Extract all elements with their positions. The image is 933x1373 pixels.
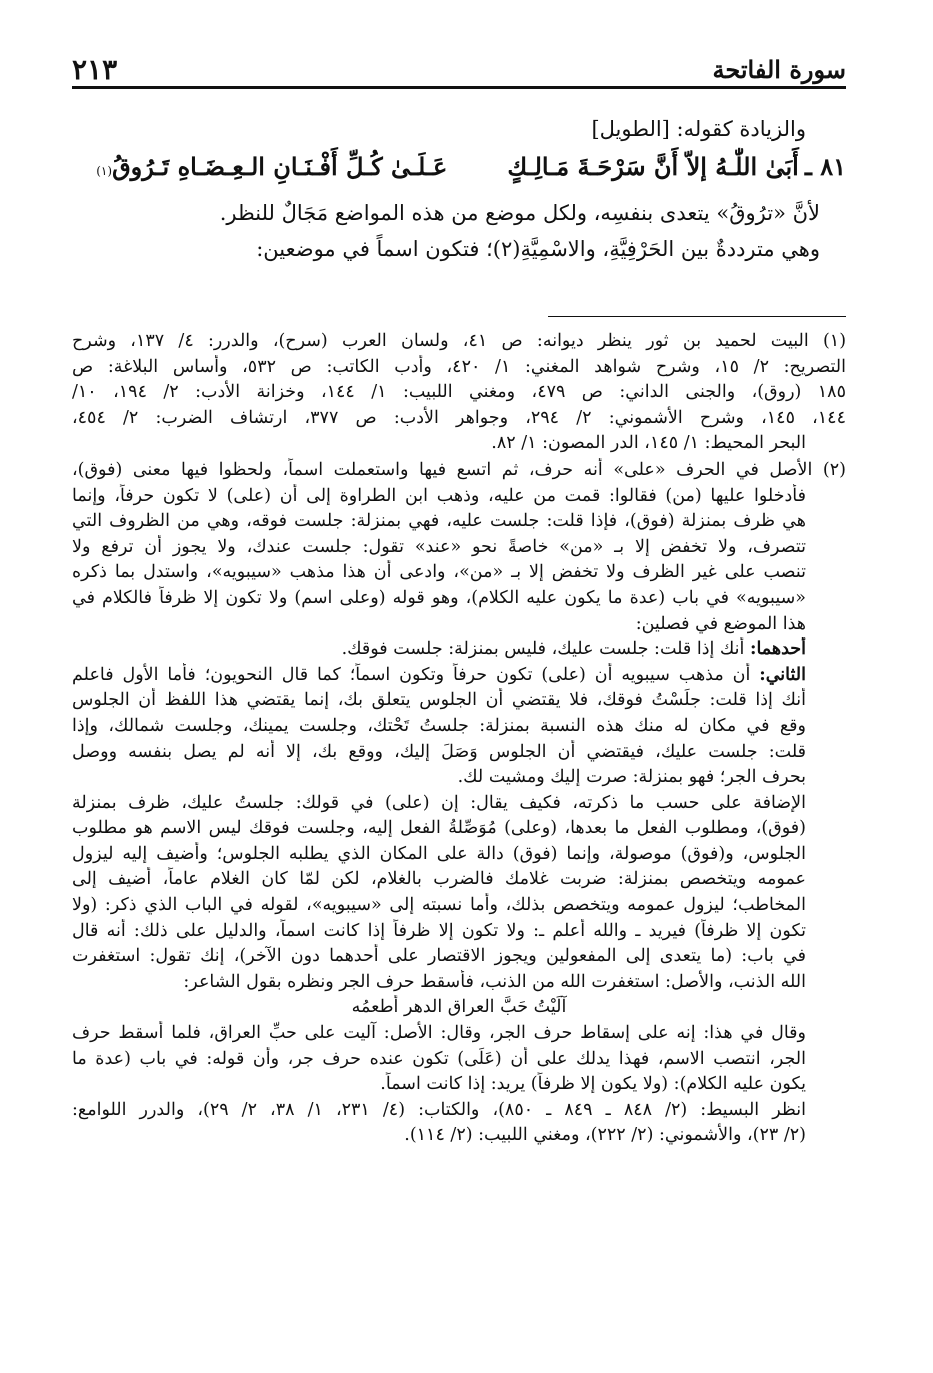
footnote-line: ١٨٥ (روق)، والجنى الداني: ص ٤٧٩، ومغني اللبيب: ١/ ١٤٤، وخزانة الأدب: ٢/ ١٩٤، ١٠/ [72,382,846,403]
footnote-line: تنصب على غير الظرف ولا تخفض إلا بـ «من»، وادعى أن هذا مذهب «سيبويه»، واستدل بما ذكره [72,562,806,583]
first-text: أنك إذا قلت: جلست عليك، فليس بمنزلة: جلست فوقك. [341,639,750,660]
footnote-line: الجلوس، و(فوق) موصولة، وإنما (فوق) دالة على المكان الذي يطلبه الجلوس؛ وأضيف إليه ليزول [72,843,806,864]
quoted-verse: آلَيْتُ حَبَّ العراق الدهر أطعمُه [351,997,567,1018]
footnote-line: (٢) الأصل في الحرف «على» أنه حرف، ثم اتسع فيها واستعملت اسماً، ولحظوا فيها معنى (فوق)، [72,459,846,480]
page-header [72,46,846,89]
footnote-line: (فوق)، ومطلوب الفعل ما بعدها، (وعلى) مُوَصِّلةُ الفعل إليه، وجلست فوقك ليس الاسم هو مطلوب [72,818,806,839]
footnote-line: التصريح: ٢/ ١٥، وشرح شواهد المغني: ١/ ٤٢٠، وأدب الكاتب: ص ٥٣٢، وأساس البلاغة: ص [72,356,846,377]
footnote-ref-1: (١) [96,164,113,178]
footnote-line: ١٤٤، ١٤٥، وشرح الأشموني: ٢/ ٢٩٤، وجواهر الأدب: ص ٣٧٧، ارتشاف الضرب: ٢/ ٤٥٤، [72,407,846,428]
second-label: الثاني: [759,664,806,685]
poetry-verse [80,152,846,181]
footnote-line: عمومه ويتخصص بمنزلة: ضربت غلامك فالضرب بالغلام، لكن لمّا كان الغلام عاماً، أضيف إلى [72,869,806,890]
footnote-line [72,663,846,689]
verse-hemistich-2: عَـلَـىٰ كُـلِّ أَفْـنَـانِ الـعِـضَـاهِ تَـرُوقُ [112,152,448,181]
footnote-2 [72,458,846,1149]
main-text [80,115,846,267]
verse-number: ٨١ ـ [804,152,846,181]
page-number: ٢١٣ [72,53,118,86]
footnote-line: هذا الموضع في فصلين: [635,613,806,634]
footnotes [72,329,846,1150]
footnote-reference-line: (٢/ ٢٣)، والأشموني: (٢/ ٢٢٢)، ومغني اللبيب: (٢/ ١١٤). [404,1125,806,1146]
first-label: أحدهما: [749,639,806,660]
footnote-line: فأدخلوا عليها (من) فقالوا: قمت من عليه، وذهب ابن الطراوة إلى أن (على) لا تكون حرفاً، وإنما [72,485,806,506]
footnote-line: الله الذنب، والأصل: استغفرت الله من الذنب، فأسقط حرف الجر ونظره بقول الشاعر: [183,971,806,992]
footnote-line: وقال في هذا: إنه على إسقاط حرف الجر، وقال: الأصل: آليت على حبِّ العراق، فلما أسقط حرف [72,1023,806,1044]
surah-title: سورة الفاتحة [712,55,846,84]
verse-hemistich-1: أَبَىٰ اللّٰـهُ إلاّ أَنَّ سَرْحَـةَ مَـالِـكٍ [507,152,799,181]
footnote-reference-line: انظر البسيط: (٢/ ٨٤٨ ـ ٨٤٩ ـ ٨٥٠)، والكتاب: (٤/ ٢٣١، ١/ ٣٨، ٢/ ٢٩)، والدرر اللوامع: [72,1099,806,1120]
main-paragraph-line: لأنَّ «ترُوقُ» يتعدى بنفسِه، ولكل موضع من هذه المواضع مَجَالٌ للنظر. [219,201,820,225]
footnote-1 [72,329,846,457]
footnote-line: يكون عليه الكلام): (ولا يكون إلا ظرفاً) يريد: إذا كانت اسماً. [380,1074,806,1095]
footnote-line: وقع في مكان له منك هذه النسبة بمنزلة: جلستُ تَحْتك، وجلست يمينك، وجلست شمالك، وإذا [72,715,806,736]
footnote-separator [548,316,846,317]
footnote-line: قلت: جلست عليك، فيقتضي أن الجلوس وَصَلَ إليك، ووقع بك، إلا أنه لم يصل بنفسه ووصل [72,741,806,762]
footnote-line: «سيبويه» في باب (عدة ما يكون عليه الكلام)، وهو قوله (وعلى اسم) ولا تكون إلا ظرفاً فالكلام في [72,587,806,608]
footnote-line: الإضافة على حسب ما ذكرته، فكيف يقال: إن (على) في قولك: جلستُ عليك، ظرف بمنزلة [72,792,806,813]
footnote-line: البحر المحيط: ١/ ١٤٥، الدر المصون: ١/ ٨٢. [491,433,806,454]
main-paragraph-line: وهي مترددةٌ بين الحَرْفِيَّةِ، والاسْمِيَّةِ(٢)؛ فتكون اسماً في موضعين: [256,237,820,261]
footnote-line: أنك إذا قلت: جلَسْتُ فوقك، فلا يقتضي أن الجلوس يتعلق بك، إنما يقتضي هذا اللفظ أن الجلوس [72,690,806,711]
intro-line: والزيادة كقوله: [الطويل] [591,117,806,141]
footnote-line: (١) البيت لحميد بن ثور ينظر ديوانه: ص ٤١، ولسان العرب (سرح)، والدرر: ٤/ ١٣٧، وشرح [72,331,846,351]
footnote-line: هي ظرف بمنزلة (فوق)، فإذا قلت: جلست عليه، فهي بمنزلة: جلست فوقه، وهي من الظروف التي [72,511,806,532]
footnote-line: تكون إلا ظرفاً) فيريد ـ والله أعلم ـ: ولا تكون إلا ظرفاً إذا كانت اسماً، والدليل على ذلك: أنه قال [72,920,806,941]
footnote-line [72,637,846,663]
footnote-line: الجر، انتصب الاسم، فهذا يدلك على أن (عَلَى) تكون عنده حرف جر، وأن قوله: في باب (عدة ما [72,1048,806,1069]
footnote-line: بحرف الجر؛ فهو بمنزلة: صرت إليك ومشيت لك. [457,767,806,788]
footnote-line: المخاطب؛ ليزول عمومه ويتخصص بذلك، وأما نسبته إلى «سيبويه»، لقوله في الباب الذي ذكر: (ولا [72,895,806,916]
second-text: أن مذهب سيبويه أن (على) تكون حرفاً وتكون اسماً؛ كما قال النحويون؛ فأما الأول فاعلم [72,664,760,685]
footnote-line: في باب: (ما يتعدى إلى المفعولين ويجوز الاقتصار على أحدهما دون الآخر)، إنك تقول: استغفرت [72,946,806,967]
footnote-line: تتصرف، ولا تخفض إلا بـ «من» خاصةً نحو «عند» تقول: جلست عندك، ولا يجوز أن ترفع ولا [72,536,806,557]
